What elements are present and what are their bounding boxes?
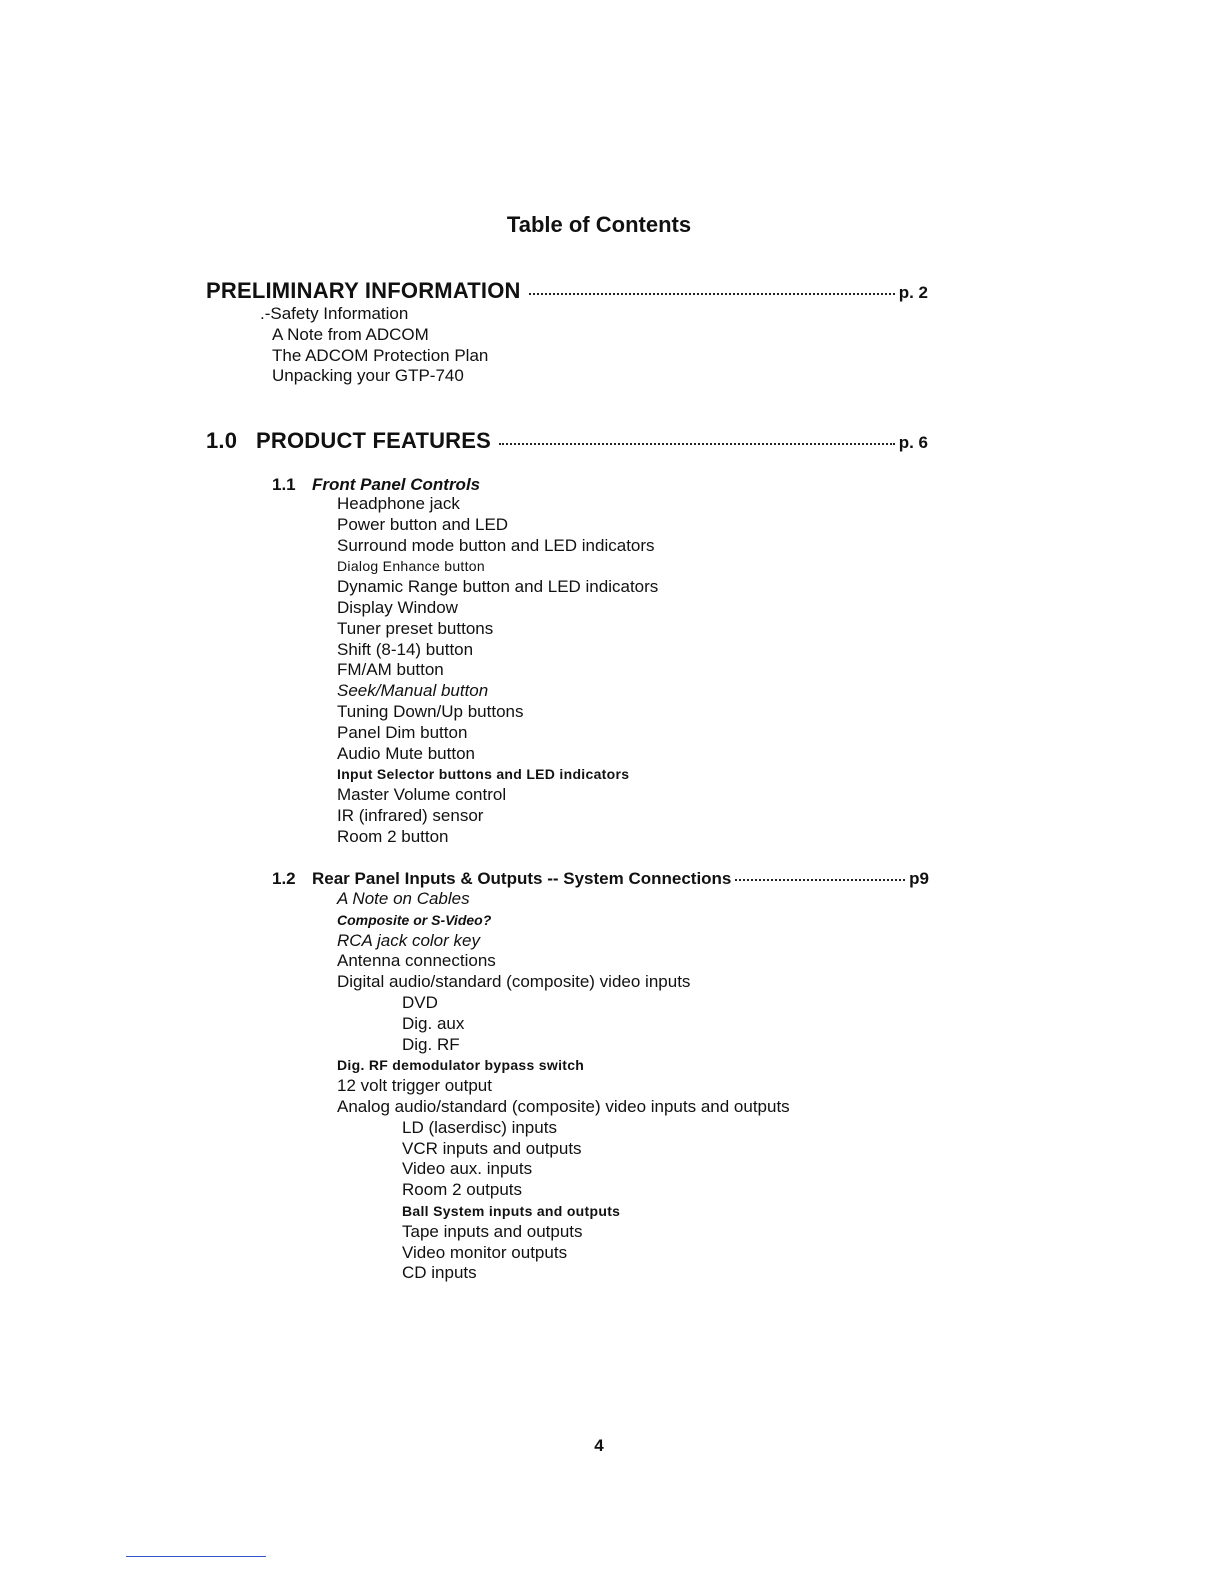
- page-reference: p. 6: [898, 433, 928, 452]
- list-item: Unpacking your GTP-740: [272, 366, 464, 386]
- list-item: A Note from ADCOM: [272, 324, 429, 344]
- list-item: Composite or S-Video?: [337, 911, 492, 928]
- list-item: Ball System inputs and outputs: [402, 1202, 621, 1219]
- section-heading: [206, 428, 491, 454]
- list-item: Tape inputs and outputs: [402, 1221, 583, 1241]
- list-item: VCR inputs and outputs: [402, 1138, 582, 1158]
- list-item: Panel Dim button: [337, 722, 468, 742]
- dot-leader: [735, 879, 905, 881]
- subsection-title: Rear Panel Inputs & Outputs -- System Connections: [312, 869, 732, 888]
- page-title: Table of Contents: [506, 212, 692, 237]
- dot-leader: [499, 443, 895, 445]
- list-item: A Note on Cables: [337, 889, 470, 908]
- subsection-title: Front Panel Controls: [312, 475, 481, 494]
- list-item: Shift (8-14) button: [337, 639, 474, 659]
- footer-rule: [126, 1556, 266, 1557]
- list-item: Room 2 button: [337, 826, 449, 846]
- list-item: Tuner preset buttons: [337, 618, 494, 638]
- list-item: Input Selector buttons and LED indicators: [337, 766, 630, 783]
- list-item: Audio Mute button: [337, 743, 475, 763]
- list-item: Dig. RF demodulator bypass switch: [337, 1057, 585, 1074]
- list-item: Antenna connections: [337, 951, 496, 971]
- list-item: IR (infrared) sensor: [337, 805, 484, 825]
- list-item: Digital audio/standard (composite) video inputs: [337, 972, 691, 992]
- list-item: Seek/Manual button: [337, 681, 489, 701]
- page-reference: p9: [909, 869, 929, 888]
- list-item: DVD: [402, 992, 438, 1012]
- list-item: FM/AM button: [337, 660, 444, 680]
- list-item: Dialog Enhance button: [337, 558, 485, 575]
- front-panel-items: [337, 494, 658, 848]
- subsection-number: 1.1: [272, 475, 296, 494]
- rear-panel-items: [337, 889, 790, 1284]
- list-item: Room 2 outputs: [402, 1180, 523, 1200]
- subsection-heading-front-panel[interactable]: [272, 475, 480, 495]
- list-item: Power button and LED: [337, 514, 509, 534]
- list-item: LD (laserdisc) inputs: [402, 1117, 557, 1137]
- section-heading: PRELIMINARY INFORMATION: [206, 278, 521, 303]
- list-item: Dynamic Range button and LED indicators: [337, 577, 659, 597]
- list-item: Dig. aux: [402, 1013, 465, 1033]
- list-item: Headphone jack: [337, 494, 460, 513]
- list-item: Display Window: [337, 597, 458, 617]
- list-item: Surround mode button and LED indicators: [337, 535, 655, 555]
- list-item: Master Volume control: [337, 785, 507, 805]
- toc-entry-product-features[interactable]: [206, 428, 928, 454]
- subsection-label: [272, 869, 731, 889]
- list-item: The ADCOM Protection Plan: [272, 345, 489, 365]
- preliminary-items: [260, 304, 488, 387]
- page-number: 4: [594, 1436, 604, 1455]
- subsection-heading-rear-panel[interactable]: [272, 869, 929, 889]
- dot-leader: [529, 293, 895, 295]
- page-reference: p. 2: [898, 283, 928, 302]
- list-item: Tuning Down/Up buttons: [337, 701, 524, 721]
- toc-entry-preliminary[interactable]: [206, 278, 928, 304]
- section-number: 1.0: [206, 428, 238, 453]
- list-item: 12 volt trigger output: [337, 1076, 492, 1096]
- list-item: Video monitor outputs: [402, 1242, 568, 1262]
- subsection-number: 1.2: [272, 869, 296, 888]
- list-item: Dig. RF: [402, 1034, 460, 1054]
- list-item: CD inputs: [402, 1263, 477, 1283]
- section-title: PRODUCT FEATURES: [256, 428, 492, 453]
- list-item: Video aux. inputs: [402, 1159, 533, 1179]
- list-item: .-Safety Information: [260, 304, 409, 323]
- list-item: RCA jack color key: [337, 930, 480, 950]
- list-item: Analog audio/standard (composite) video inputs and outputs: [337, 1096, 790, 1116]
